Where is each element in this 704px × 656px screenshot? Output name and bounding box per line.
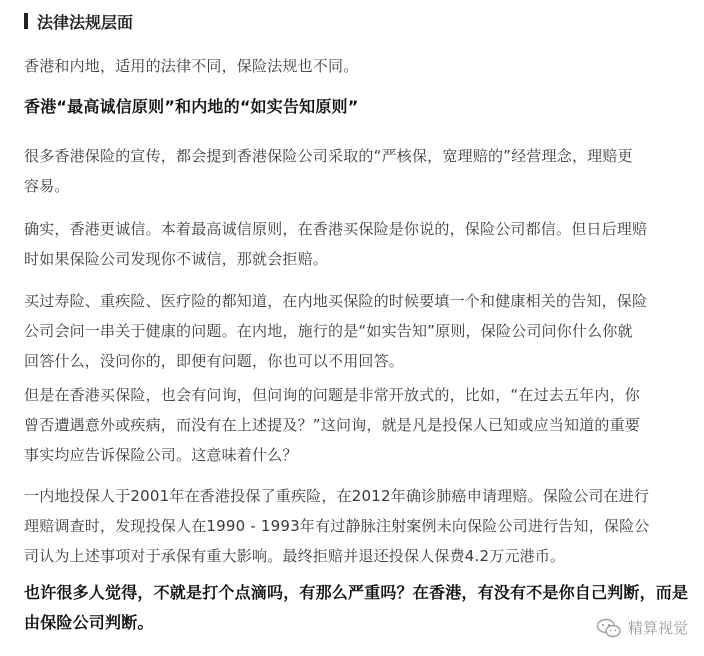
paragraph-line: 确实，香港更诚信。本着最高诚信原则，在香港买保险是你说的，保险公司都信。但日后理赔 bbox=[24, 220, 648, 238]
paragraph-line: 公司会问一串关于健康的问题。在内地，施行的是“如实告知”原则，保险公司问你什么你就 bbox=[24, 322, 633, 340]
wechat-icon bbox=[596, 618, 622, 638]
section-heading bbox=[24, 10, 133, 32]
paragraph-subheading bbox=[24, 92, 692, 122]
paragraph-line: 回答什么，没问你的，即便有问题，你也可以不用回答。 bbox=[24, 352, 405, 370]
heading-bar bbox=[24, 13, 28, 29]
paragraph-line: 买过寿险、重疾险、医疗险的都知道，在内地买保险的时候要填一个和健康相关的告知，保险 bbox=[24, 292, 648, 310]
section-heading-text: 法律法规层面 bbox=[37, 12, 134, 32]
paragraph-line: 但是在香港买保险，也会有问询，但问询的问题是非常开放式的，比如，“在过去五年内，你 bbox=[24, 386, 640, 404]
paragraph-line: 由保险公司判断。 bbox=[24, 613, 154, 632]
paragraph-line: 事实均应告诉保险公司。这意味着什么？ bbox=[24, 446, 298, 464]
paragraph-case bbox=[24, 481, 692, 571]
paragraph-line: 曾否遭遇意外或疾病，而没有在上述提及？”这问询，就是凡是投保人已知或应当知道的重要 bbox=[24, 416, 640, 434]
paragraph-line: 香港“最高诚信原则”和内地的“如实告知原则” bbox=[24, 97, 359, 116]
paragraph-line: 也许很多人觉得，不就是打个点滴吗，有那么严重吗？在香港，有没有不是你自己判断，而是 bbox=[24, 583, 689, 602]
watermark bbox=[596, 617, 688, 638]
paragraph-promotion bbox=[24, 141, 692, 201]
paragraph-line: 一内地投保人于2001年在香港投保了重疾险，在2012年确诊肺癌申请理赔。保险公司在进行 bbox=[24, 487, 650, 505]
paragraph-intro bbox=[24, 51, 692, 81]
paragraph-line: 理赔调查时，发现投保人在1990 - 1993年有过静脉注射案例未向保险公司进行告知，保险公 bbox=[24, 517, 650, 535]
paragraph-conclusion bbox=[24, 578, 692, 638]
paragraph-line: 司认为上述事项对于承保有重大影响。最终拒赔并退还投保人保费4.2万元港币。 bbox=[24, 547, 566, 565]
paragraph-line: 时如果保险公司发现你不诚信，那就会拒赔。 bbox=[24, 250, 329, 268]
paragraph-disclosure bbox=[24, 286, 692, 376]
paragraph-hk-inquiry bbox=[24, 380, 692, 470]
paragraph-line: 容易。 bbox=[24, 177, 70, 195]
paragraph-line: 香港和内地，适用的法律不同，保险法规也不同。 bbox=[24, 57, 359, 75]
paragraph-line: 很多香港保险的宣传，都会提到香港保险公司采取的“严核保，宽理赔的”经营理念，理赔更 bbox=[24, 147, 633, 165]
watermark-text: 精算视觉 bbox=[627, 619, 688, 637]
paragraph-good-faith bbox=[24, 214, 692, 274]
